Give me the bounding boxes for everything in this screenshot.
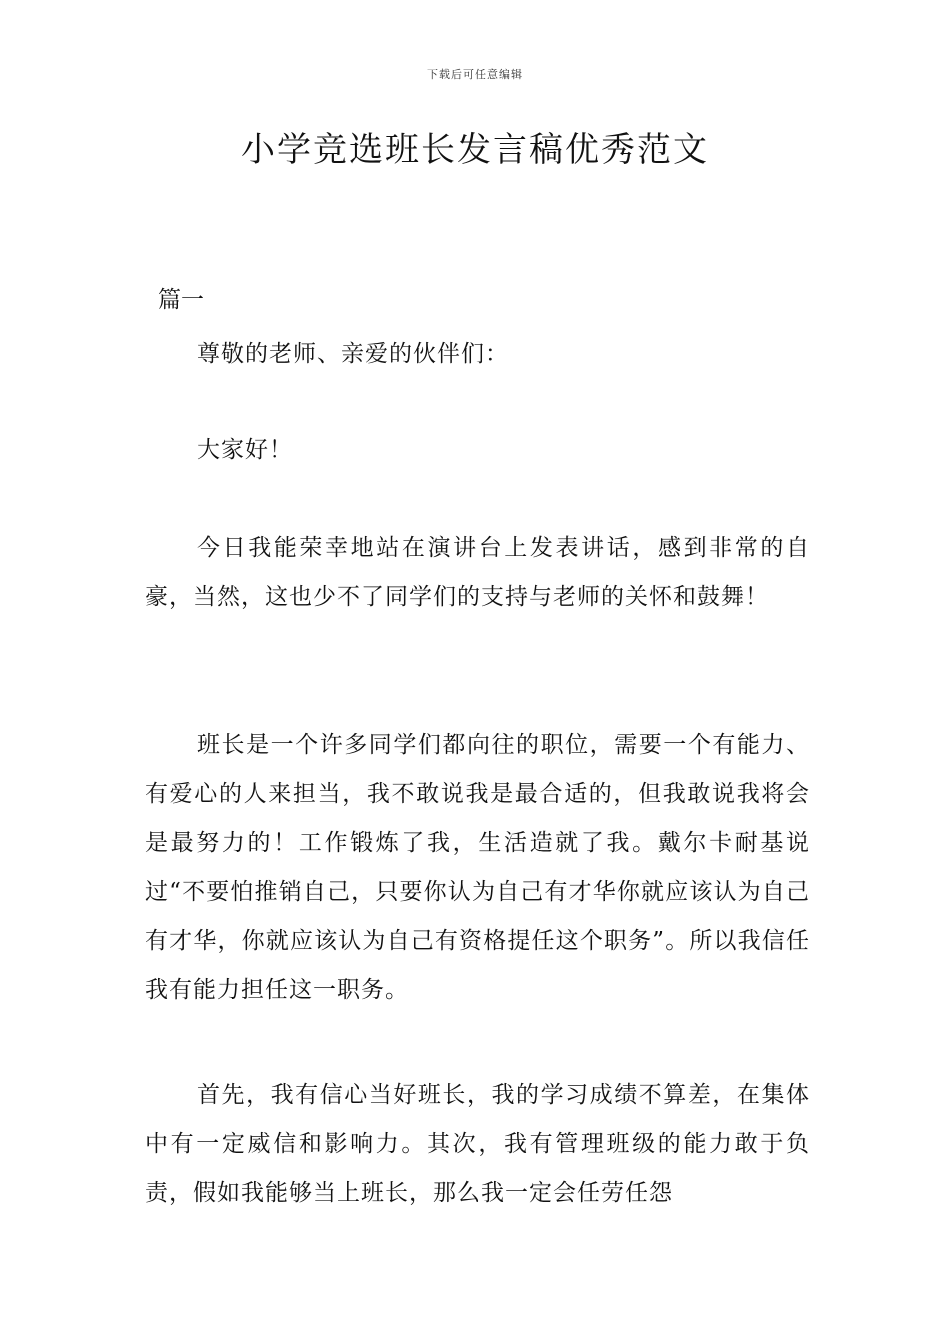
document-title: 小学竞选班长发言稿优秀范文 [241,130,709,170]
paragraph-greeting: 大家好！ [197,437,293,463]
paragraph-salutation: 尊敬的老师、亲爱的伙伴们： [197,341,509,367]
header-note: 下载后可任意编辑 [427,68,523,81]
section-label: 篇一 [158,287,204,313]
paragraph-role: 班长是一个许多同学们都向往的职位，需要一个有能力、有爱心的人来担当，我不敢说我是最合适的，但我敢说我将会是最努力的！工作锻炼了我，生活造就了我。戴尔卡耐基说过“不要怕推销自己，只要你认为自己有才华你就应该认为自己有才华，你就应该认为自己有资格提任这个职务”。所以我信任我有能力担任这一职务。 [145,732,810,1003]
paragraph-intro: 今日我能荣幸地站在演讲台上发表讲话，感到非常的自豪，当然，这也少不了同学们的支持与老师的关怀和鼓舞！ [145,535,810,610]
paragraph-qualifications: 首先，我有信心当好班长，我的学习成绩不算差，在集体中有一定威信和影响力。其次，我有管理班级的能力敢于负责，假如我能够当上班长，那么我一定会任劳任怨 [145,1082,810,1206]
